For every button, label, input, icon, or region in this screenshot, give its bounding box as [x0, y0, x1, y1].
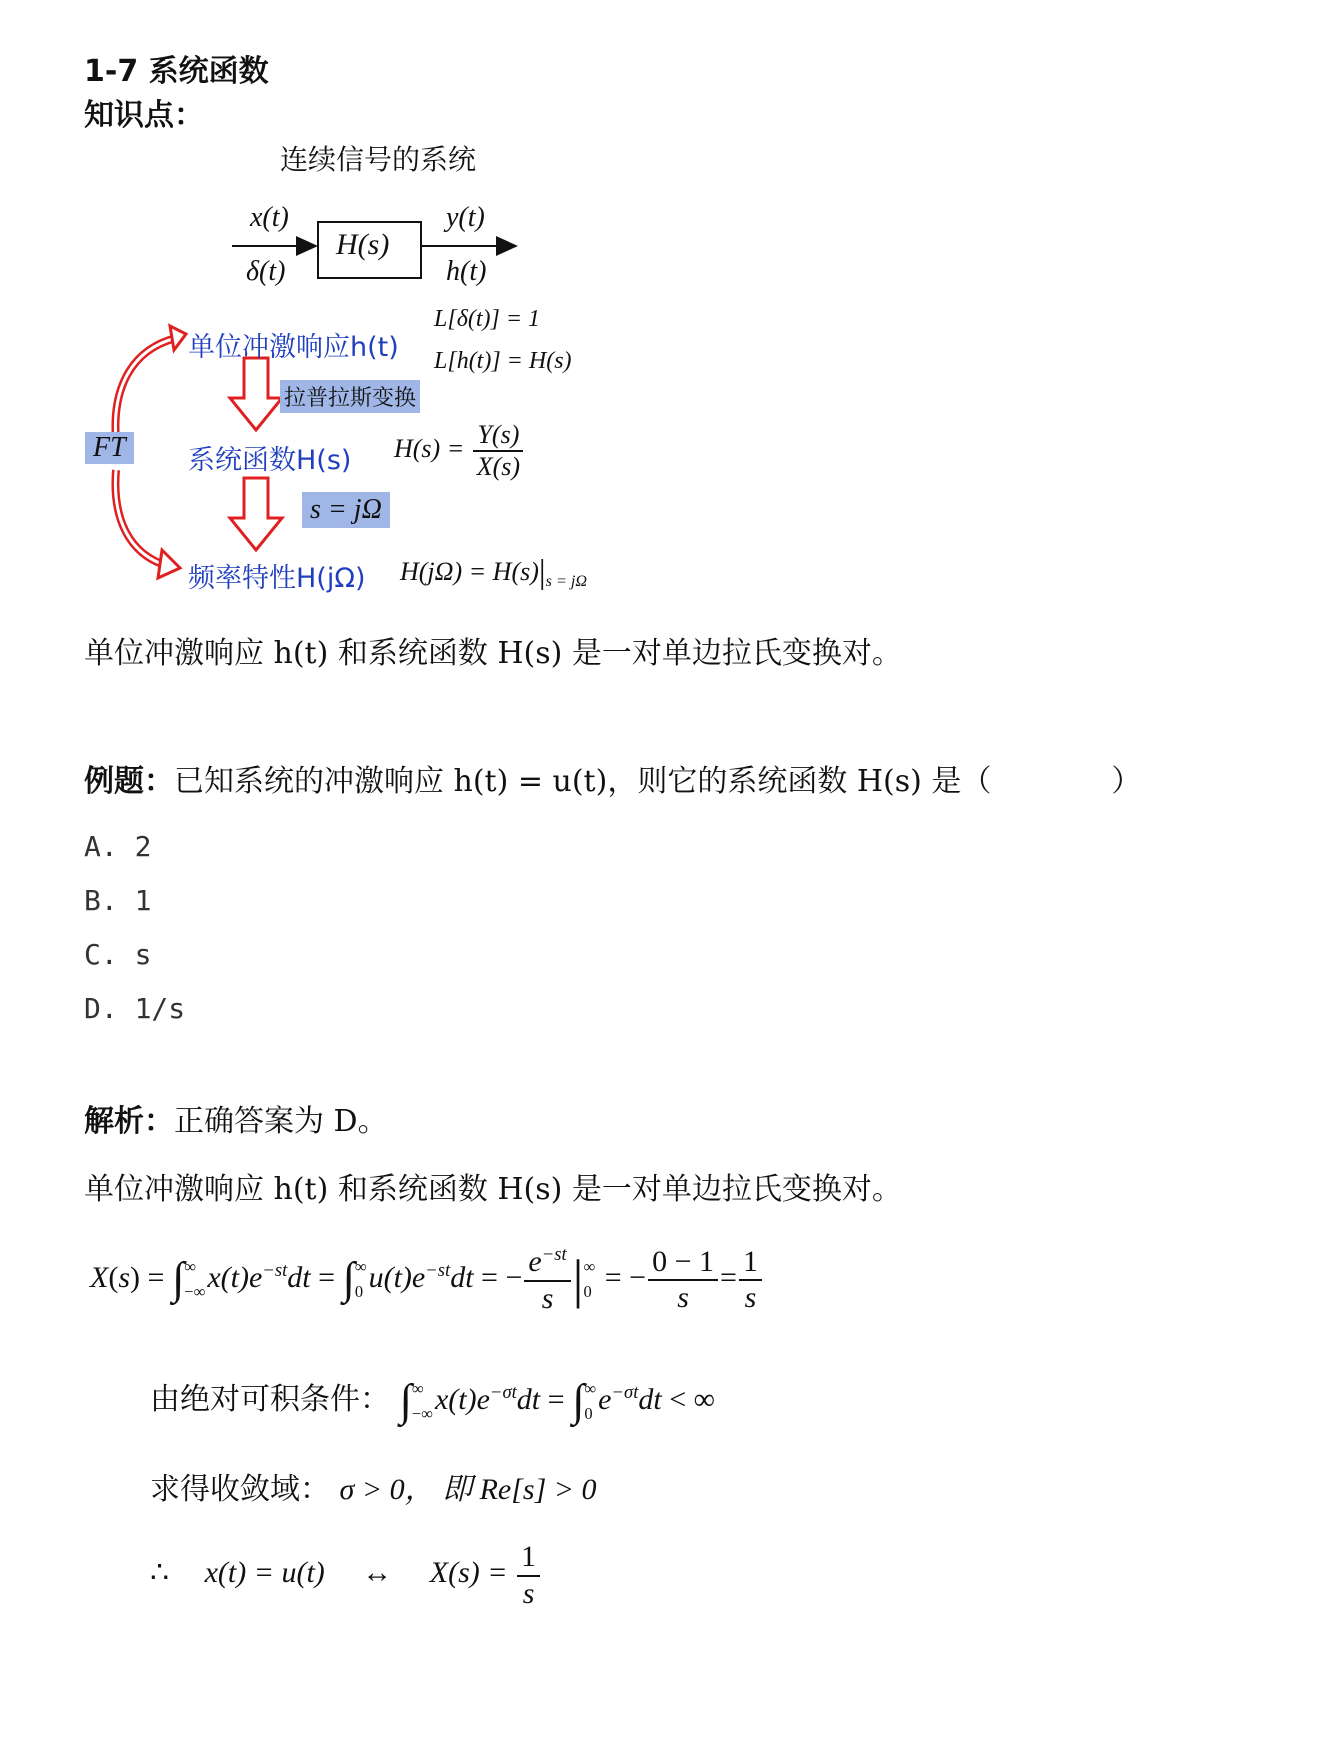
example-label: 例题：	[84, 764, 174, 799]
node-frequency-response: 频率特性H(jΩ)	[188, 563, 366, 594]
section-title: 1-7 系统函数	[84, 54, 269, 89]
ft-label: FT	[85, 432, 134, 464]
laplace-derivation: X(s) = ∫ ∞ −∞ $x(t)e^{-st}dt$ = ∫ ∞ 0 $u(t)e^{-st}dt$ = − $\frac{e^{-st}}{s}$ | ∞ 0 = − $\frac{0 - 1}{s}$ = $\frac{1}{s}$	[90, 1244, 764, 1316]
eq-freq-sub: s = jΩ	[545, 573, 587, 591]
down-arrow-2	[230, 478, 282, 550]
ft-arrow-down-head	[158, 550, 180, 578]
output-top-label: y(t)	[446, 202, 485, 233]
down-arrow-1	[230, 358, 282, 430]
diagram-title: 连续信号的系统	[280, 143, 477, 176]
therefore-symbol: ∴	[150, 1556, 170, 1590]
block-label: H(s)	[336, 228, 390, 261]
input-bottom-label: δ(t)	[246, 256, 286, 287]
eq-H-definition	[394, 420, 526, 482]
output-bottom-label: h(t)	[446, 256, 487, 287]
node-impulse-response: 单位冲激响应h(t)	[188, 332, 399, 363]
analysis-answer	[84, 1096, 388, 1140]
result-lhs: x(t) = u(t)	[204, 1556, 325, 1590]
result-arrow: ↔	[362, 1556, 393, 1590]
node-system-function: 系统函数H(s)	[188, 445, 352, 476]
eq-H-denominator: X(s)	[476, 451, 521, 481]
knowledge-label: 知识点：	[84, 98, 204, 133]
analysis-label: 解析：	[84, 1104, 174, 1139]
analysis-answer-text: 正确答案为 D。	[174, 1104, 388, 1139]
eq-H-numerator: Y(s)	[473, 420, 523, 452]
analysis-statement: 单位冲激响应 h(t) 和系统函数 H(s) 是一对单边拉氏变换对。	[84, 1172, 902, 1207]
arrow2-label: s = jΩ	[302, 492, 390, 528]
option-b[interactable]: B. 1	[84, 884, 152, 917]
integrability-condition: 由绝对可积条件： ∫ ∞ −∞ $x(t)e^{-\sigma t}dt$ = ∫ ∞ 0 $e^{-\sigma t}dt$ < ∞	[150, 1375, 716, 1425]
eq-frequency: $H(j\Omega) = H(s)|_{s = j\Omega}$	[400, 554, 587, 591]
eq-freq-lhs: H(jΩ) = H(s)	[400, 557, 539, 586]
conclusion-line: ∴ x(t) = u(t) ↔ X(s) = $\frac{1}{s}$	[150, 1540, 542, 1611]
condition-label: 由绝对可积条件：	[150, 1382, 390, 1417]
option-d[interactable]: D. 1/s	[84, 992, 186, 1025]
eq-laplace-h: L[h(t)] = H(s)	[434, 348, 572, 374]
option-c[interactable]: C. s	[84, 938, 152, 971]
eq-H-lhs: H(s) =	[394, 433, 465, 463]
roc-label: 求得收敛域：	[150, 1472, 330, 1507]
statement-transform-pair: 单位冲激响应 h(t) 和系统函数 H(s) 是一对单边拉氏变换对。	[84, 636, 902, 671]
arrow1-label: 拉普拉斯变换	[280, 380, 420, 413]
option-a[interactable]: A. 2	[84, 830, 152, 863]
example-text: 已知系统的冲激响应 h(t) = u(t)，则它的系统函数 H(s) 是（ ）	[174, 764, 1142, 799]
result-rhs: X(s) =	[429, 1556, 508, 1590]
example-question	[84, 756, 1141, 800]
roc-line	[150, 1464, 597, 1508]
ft-arrow-up-head	[170, 326, 186, 350]
eq-laplace-delta: L[δ(t)] = 1	[434, 306, 541, 332]
input-top-label: x(t)	[250, 202, 289, 233]
roc-text: σ > 0， 即 Re[s] > 0	[339, 1473, 597, 1506]
